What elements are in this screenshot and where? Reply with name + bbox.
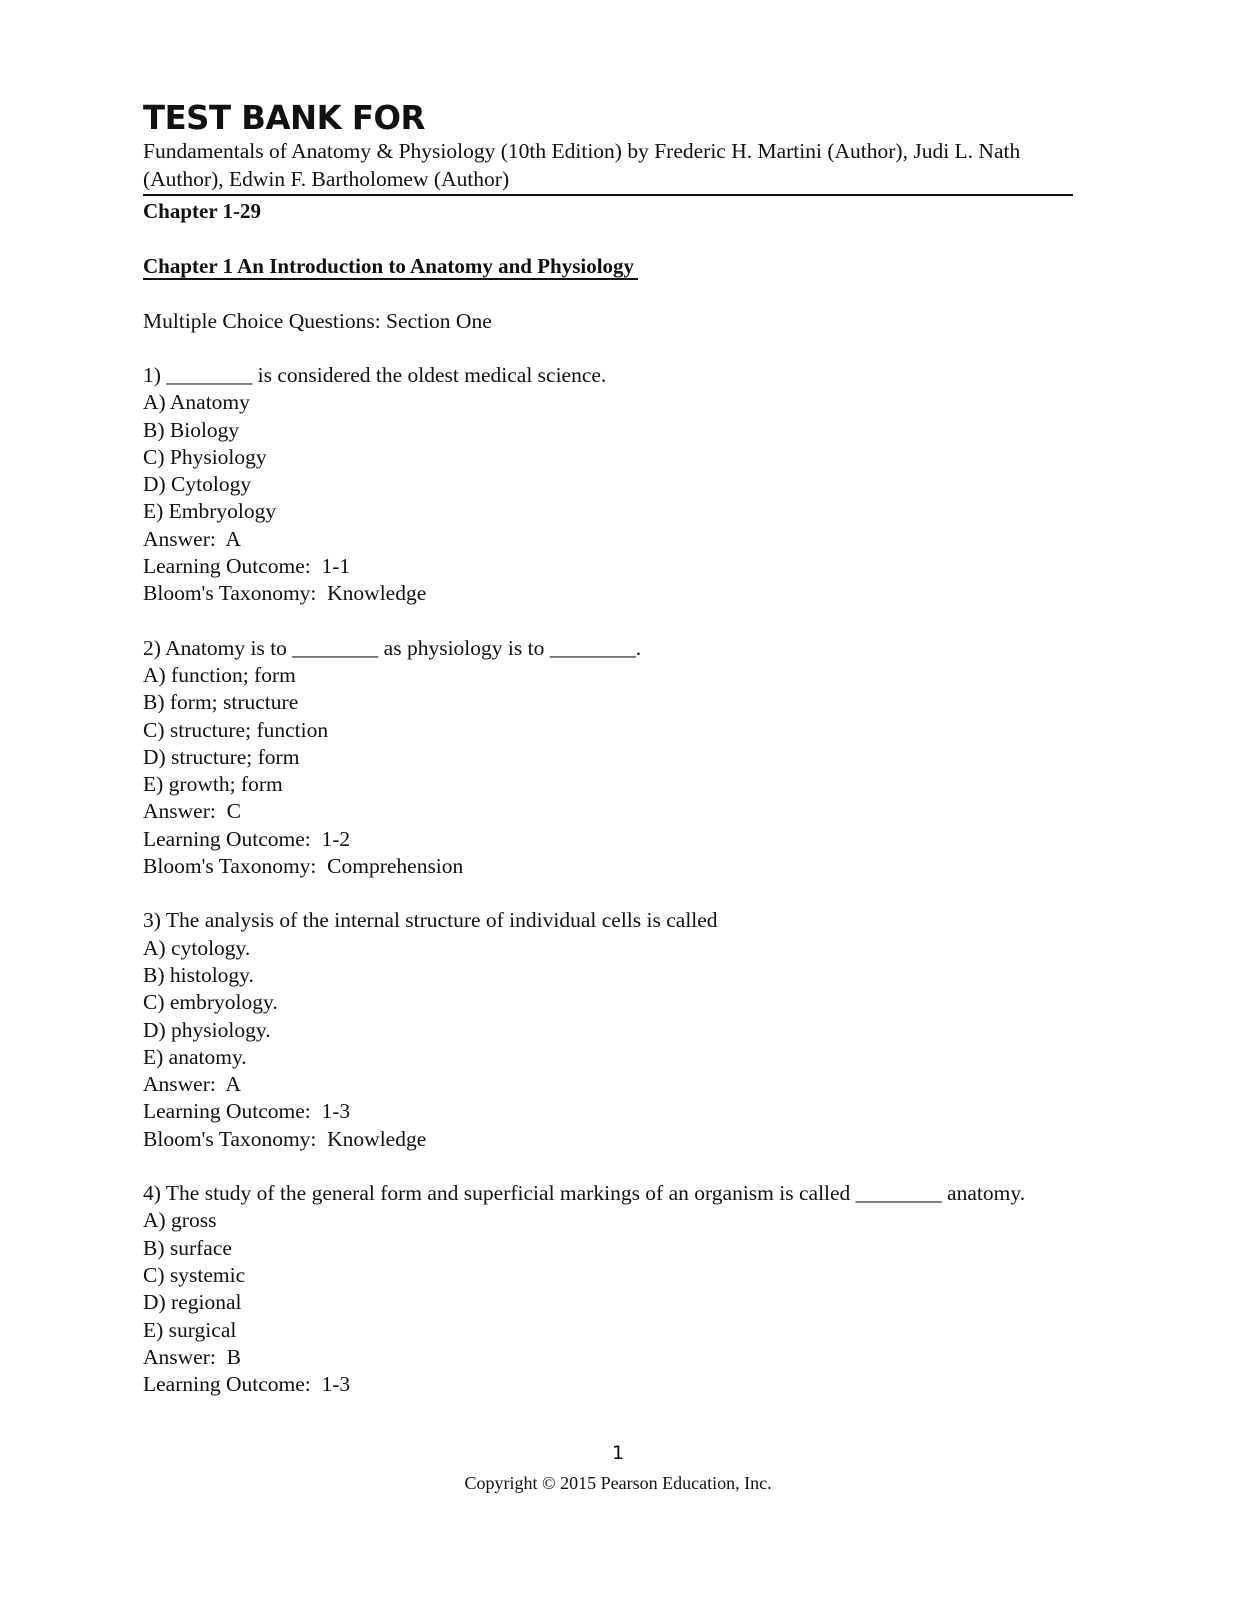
learning-outcome: Learning Outcome: 1-1 <box>143 554 351 579</box>
option-d: D) regional <box>143 1290 242 1315</box>
chapter-heading <box>143 252 1073 280</box>
option-d: D) physiology. <box>143 1017 271 1042</box>
option-c: C) structure; function <box>143 717 329 742</box>
option-b: B) histology. <box>143 962 254 987</box>
option-e: E) Embryology <box>143 499 277 524</box>
learning-outcome: Learning Outcome: 1-2 <box>143 826 351 851</box>
answer: Answer: A <box>143 1072 241 1097</box>
option-a: A) function; form <box>143 662 296 687</box>
option-a: A) gross <box>143 1208 217 1233</box>
chapters-range: Chapter 1-29 <box>143 199 262 223</box>
document-subtitle: Fundamentals of Anatomy & Physiology (10th Edition) by Frederic H. Martini (Author), Judi L. Nath (Author), Edwin F. Bartholomew (Author) <box>143 138 1073 196</box>
question-stem: 2) Anatomy is to ________ as physiology is to ________. <box>143 635 642 660</box>
question-stem: 4) The study of the general form and superficial markings of an organism is called ________ anatomy. <box>143 1181 1026 1206</box>
question-3 <box>143 907 1073 1153</box>
question-4 <box>143 1180 1073 1398</box>
option-e: E) anatomy. <box>143 1044 247 1069</box>
option-a: A) Anatomy <box>143 390 250 415</box>
option-e: E) surgical <box>143 1317 237 1342</box>
option-b: B) form; structure <box>143 690 299 715</box>
option-b: B) surface <box>143 1235 232 1260</box>
section-label: Multiple Choice Questions: Section One <box>143 309 492 333</box>
blooms-taxonomy: Bloom's Taxonomy: Knowledge <box>143 581 427 606</box>
document-title: TEST BANK FOR <box>143 98 425 137</box>
question-2 <box>143 635 1073 881</box>
chapter-heading-text: Chapter 1 An Introduction to Anatomy and Physiology <box>143 254 638 280</box>
option-d: D) structure; form <box>143 744 300 769</box>
option-e: E) growth; form <box>143 772 283 797</box>
learning-outcome: Learning Outcome: 1-3 <box>143 1372 351 1397</box>
answer: Answer: C <box>143 799 241 824</box>
copyright-notice: Copyright © 2015 Pearson Education, Inc. <box>464 1473 772 1493</box>
option-c: C) systemic <box>143 1262 246 1287</box>
blooms-taxonomy: Bloom's Taxonomy: Comprehension <box>143 854 464 879</box>
option-a: A) cytology. <box>143 935 251 960</box>
document-page <box>143 98 1073 1398</box>
learning-outcome: Learning Outcome: 1-3 <box>143 1099 351 1124</box>
blooms-taxonomy: Bloom's Taxonomy: Knowledge <box>143 1126 427 1151</box>
question-stem: 3) The analysis of the internal structure of individual cells is called <box>143 908 718 933</box>
answer: Answer: B <box>143 1344 241 1369</box>
option-b: B) Biology <box>143 417 240 442</box>
option-c: C) Physiology <box>143 444 267 469</box>
question-stem: 1) ________ is considered the oldest medical science. <box>143 363 607 387</box>
option-c: C) embryology. <box>143 990 278 1015</box>
option-d: D) Cytology <box>143 472 252 497</box>
answer: Answer: A <box>143 526 241 551</box>
question-1 <box>143 362 1073 608</box>
page-number: 1 <box>611 1442 625 1464</box>
